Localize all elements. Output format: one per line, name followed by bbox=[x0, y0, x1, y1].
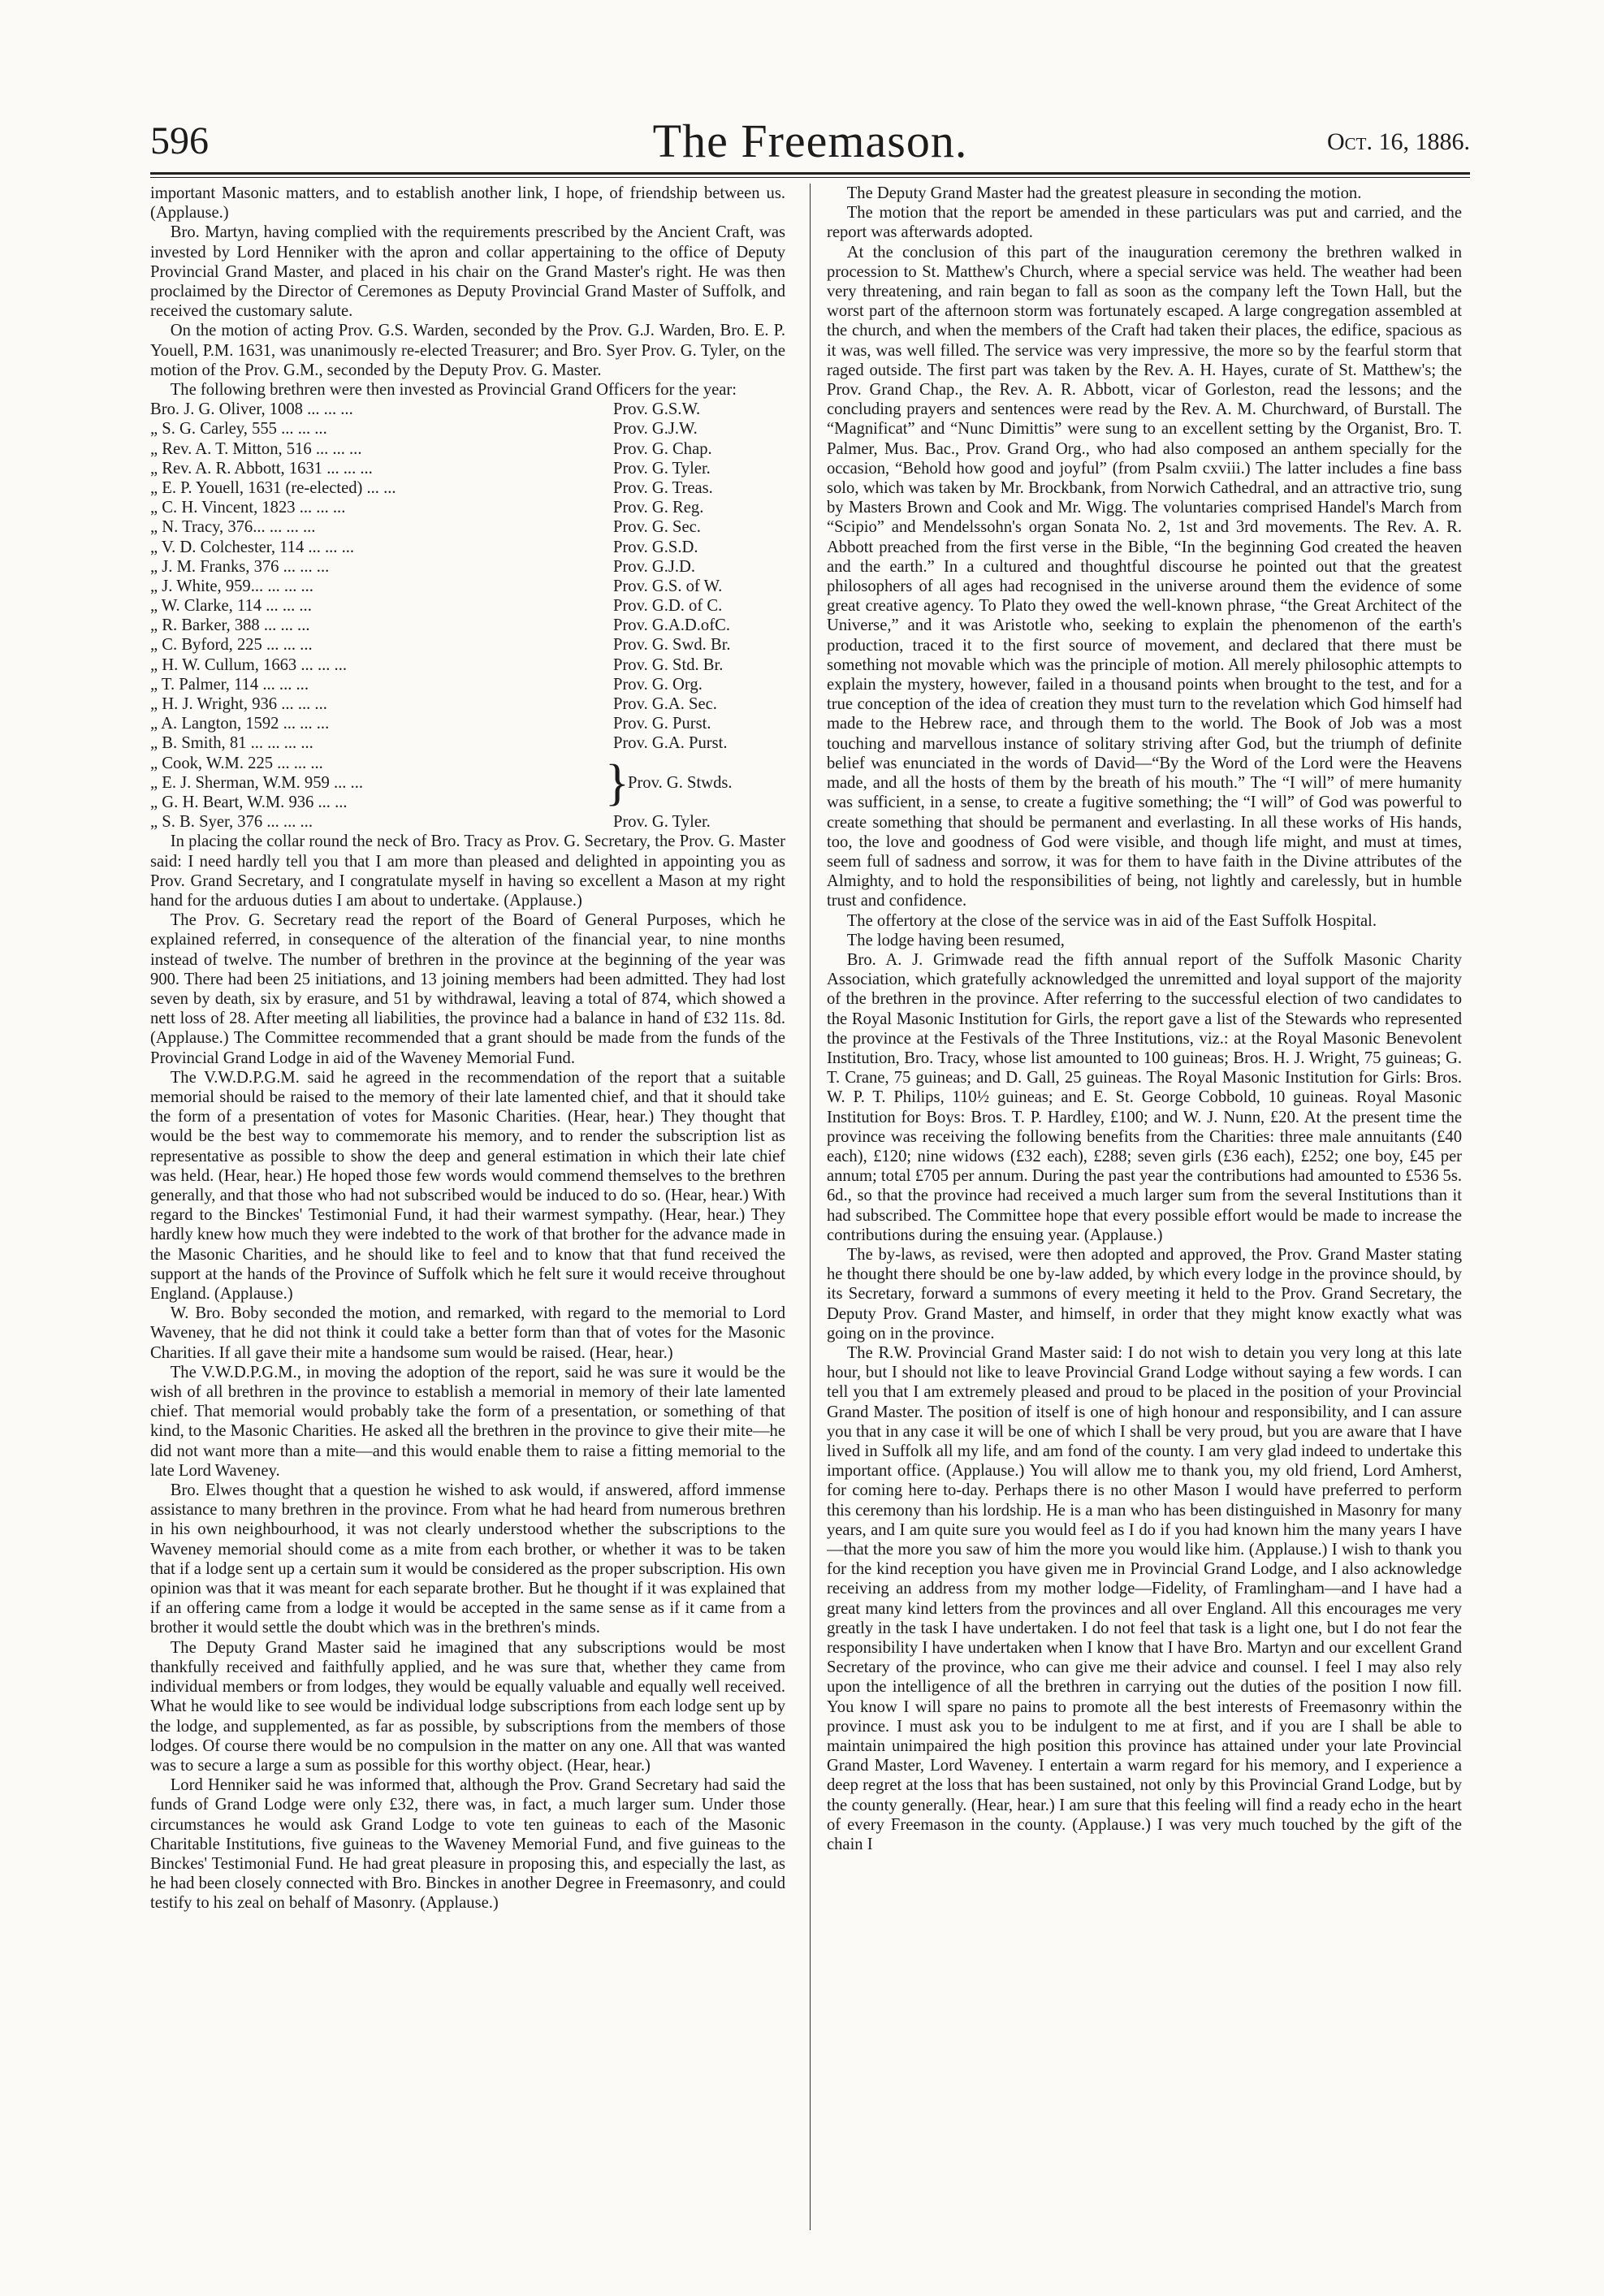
officer-office: Prov. G.D. of C. bbox=[613, 597, 723, 616]
officer-name: „ H. J. Wright, 936 ... ... ... bbox=[150, 695, 327, 714]
left-paragraph: The V.W.D.P.G.M. said he agreed in the recommendation of the report that a suitable memorial should be raised to the memory of their late lamented chief, and that it should take the form of a presentation of votes for Masonic Charities. (Hear, hear.) They thought that would be the best way to commemorate his memory, and to render the subscription list as representative as possible to show the deep and general estimation in which their late chief was held. (Hear, hear.) He hoped those few words would commend themselves to the brethren generally, and that those who had not subscribed would be induced to do so. (Hear, hear.) With regard to the Binckes' Testimonial Fund, it had their warmest sympathy. (Hear, hear.) They hardly knew how much they were indebted to the work of that brother for the advance made in the Masonic Charities, and he should like to feel and to know that that fund received the support at the hands of the Province of Suffolk which he felt sure it would receive throughout England. (Applause.) bbox=[150, 1068, 785, 1304]
left-paragraph: In placing the collar round the neck of Bro. Tracy as Prov. G. Secretary, the Prov. G. Master said: I need hardly tell you that I am more than pleased and delighted in appointing you as Prov. Grand Secretary, and I congratulate myself in having so excellent a Mason at my right hand for the arduous duties I am about to undertake. (Applause.) bbox=[150, 832, 785, 910]
left-paragraph: Bro. Martyn, having complied with the requirements prescribed by the Ancient Craft, was invested by Lord Henniker with the apron and collar appertaining to the office of Deputy Provincial Grand Master, and placed in his chair on the Grand Master's right. He was then proclaimed by the Director of Ceremones as Deputy Provincial Grand Master of Suffolk, and received the customary salute. bbox=[150, 223, 785, 321]
officer-row bbox=[150, 655, 785, 675]
officer-row bbox=[150, 675, 785, 694]
officer-office: Prov. G.S.D. bbox=[613, 538, 698, 556]
officer-office: Prov. G. Reg. bbox=[613, 499, 704, 517]
header-rule-thick bbox=[150, 172, 1470, 175]
officer-row bbox=[150, 577, 785, 596]
officer-office: Prov. G.S. of W. bbox=[613, 577, 723, 595]
steward-row bbox=[150, 793, 605, 812]
officer-office: Prov. G. Tyler. bbox=[613, 459, 711, 478]
officer-office: Prov. G. Treas. bbox=[613, 478, 713, 497]
officer-office: Prov. G. Chap. bbox=[613, 439, 712, 458]
officer-name: Bro. J. G. Oliver, 1008 ... ... ... bbox=[150, 400, 353, 419]
officer-office: Prov. G. Std. Br. bbox=[613, 655, 724, 674]
right-paragraph: The lodge having been resumed, bbox=[846, 931, 1065, 949]
left-paragraph: Lord Henniker said he was informed that, although the Prov. Grand Secretary had said the funds of Grand Lodge were only £32, there was, in fact, a much larger sum. Under those circumstances he would ask Grand Lodge to vote ten guineas to each of the Masonic Charitable Institutions, five guineas to the Waveney Memorial Fund, and five guineas to the Binckes' Testimonial Fund. He had great pleasure in proposing this, and especially the last, as he had been closely connected with Bro. Binckes in another Degree in Freemasonry, and could testify to his zeal on behalf of Masonry. (Applause.) bbox=[150, 1776, 785, 1913]
officer-office: Prov. G. Tyler. bbox=[613, 813, 711, 832]
officer-row bbox=[150, 498, 785, 517]
officer-office: Prov. G. Sec. bbox=[613, 518, 701, 537]
officer-office: Prov. G.S.W. bbox=[613, 400, 701, 419]
officer-office: Prov. G.J.W. bbox=[613, 420, 698, 439]
officer-name: „ Rev. A. R. Abbott, 1631 ... ... ... bbox=[150, 459, 373, 478]
officer-name: „ N. Tracy, 376... ... ... ... bbox=[150, 518, 316, 537]
officer-office: Prov. G. Org. bbox=[613, 675, 703, 694]
officer-name: „ Rev. A. T. Mitton, 516 ... ... ... bbox=[150, 439, 362, 458]
officer-name: „ J. M. Franks, 376 ... ... ... bbox=[150, 557, 330, 576]
right-column bbox=[827, 184, 1462, 2230]
officer-name: „ T. Palmer, 114 ... ... ... bbox=[150, 675, 309, 694]
left-paragraph: Bro. Elwes thought that a question he wished to ask would, if answered, afford immense assistance to many brethren in the province. From what he had heard from numerous brethren in his own neighbourhood, it was not clearly understood whether the subscriptions to the Waveney memorial should come as a mite from each brother, or whether it was to be taken that if a lodge sent up a certain sum it would be considered as the proper subscription. His own opinion was that it was meant for each separate brother. But he thought if it was explained that if an offering came from a lodge it would be accepted in the same sense as if it came from a brother it would settle the doubt which was in the brethren's minds. bbox=[150, 1481, 785, 1637]
right-paragraph: The by-laws, as revised, were then adopted and approved, the Prov. Grand Master stating he thought there should be one by-law added, by which every lodge in the province should, by its Secretary, forward a summons of every meeting it held to the Prov. Grand Secretary, the Deputy Prov. Grand Master, and himself, in order that they might know exactly what was going on in the province. bbox=[827, 1245, 1462, 1343]
officer-row bbox=[150, 733, 785, 753]
left-paragraph: The Deputy Grand Master said he imagined that any subscriptions would be most thankfully received and faithfully applied, and he was sure that, whether they came from individual members or from lodges, they would be equally valuable and equally well received. What he would like to see would be individual lodge subscriptions from each lodge sent up by the lodge, and supplemented, as far as possible, by subscriptions from the members of those lodges. Of course there would be no compulsion in the matter on any one. All that was wanted was to secure a large a sum as possible for this worthy object. (Hear, hear.) bbox=[150, 1638, 785, 1775]
issue-date: Oct. 16, 1886. bbox=[1327, 128, 1470, 155]
right-paragraph: Bro. A. J. Grimwade read the fifth annual report of the Suffolk Masonic Charity Association, which gratefully acknowledged the unremitted and loyal support of the majority of the brethren in the province. After referring to the successful election of two candidates to the Royal Masonic Institution for Girls, the report gave a list of the Stewards who represented the province at the Festivals of the Three Institutions, viz.: at the Royal Masonic Benevolent Institution, Bro. Tracy, whose list amounted to 100 guineas; Bros. H. J. Wright, 75 guineas; G. T. Crane, 75 guineas; and D. Gall, 25 guineas. The Royal Masonic Institution for Girls: Bros. W. P. T. Philips, 110½ guineas; and E. St. George Cobbold, 10 guineas. Royal Masonic Institution for Boys: Bros. T. P. Hardley, £100; and W. J. Nunn, £20. At the present time the province was receiving the following benefits from the Charities: three male annuitants (£40 each), £120; nine widows (£32 each), £288; seven girls (£36 each), £252; one boy, £45 per annum; total £705 per annum. During the past year the contributions had amounted to £536 5s. 6d., so that the province had received a much larger sum from the several Institutions than it had subscribed. The Committee hope that every possible effort would be made to increase the contributions during the ensuing year. (Applause.) bbox=[827, 950, 1462, 1244]
steward-name: „ Cook, W.M. 225 ... ... ... bbox=[150, 754, 323, 772]
masthead bbox=[150, 114, 1470, 171]
officer-name: „ C. H. Vincent, 1823 ... ... ... bbox=[150, 499, 346, 517]
steward-name: „ G. H. Beart, W.M. 936 ... ... bbox=[150, 793, 348, 811]
left-paragraph: W. Bro. Boby seconded the motion, and remarked, with regard to the memorial to Lord Waveney, that he did not think it could take a better form than that of votes for the Masonic Charities. If all gave their mite a handsome sum would be raised. (Hear, hear.) bbox=[150, 1304, 785, 1362]
officer-name: „ R. Barker, 388 ... ... ... bbox=[150, 616, 310, 635]
stewards-names bbox=[150, 754, 605, 813]
left-paragraph: The following brethren were then invested as Provincial Grand Officers for the year: bbox=[170, 381, 737, 400]
officer-row bbox=[150, 439, 785, 459]
left-paragraph: The Prov. G. Secretary read the report of the Board of General Purposes, which he explained referred, in consequence of the alteration of the financial year, to nine months instead of twelve. The number of brethren in the province at the beginning of the year was 900. There had been 25 initiations, and 13 joining members had been admitted. They had lost seven by death, six by erasure, and 51 by withdrawal, leaving a total of 874, which showed a nett loss of 28. After meeting all liabilities, the province had a balance in hand of £32 11s. 8d. (Applause.) The Committee recommended that a grant should be made from the funds of the Provincial Grand Lodge in aid of the Waveney Memorial Fund. bbox=[150, 911, 785, 1067]
officer-name: „ J. White, 959... ... ... ... bbox=[150, 577, 313, 595]
right-paragraph: The R.W. Provincial Grand Master said: I do not wish to detain you very long at this late hour, but I should not like to leave Provincial Grand Lodge without saying a few words. I can tell you that I am extremely pleased and proud to be placed in the position of your Provincial Grand Master. The position of itself is one of high honour and responsibility, and I can assure you that in any case it will be one of which I shall be very proud, but you are aware that I have lived in Suffolk all my life, and am fond of the county. I am very glad indeed to undertake this important office. (Applause.) You will allow me to thank you, my old friend, Lord Amherst, for coming here to-day. Perhaps there is no other Mason I would have preferred to perform this ceremony than his lordship. He is a man who has been distinguished in Masonry for many years, and I am quite sure you would feel as I do if you had known him the many years I have—that the more you saw of him the more you would like him. (Applause.) I wish to thank you for the kind reception you have given me in Provincial Grand Lodge, and I also acknowledge receiving an address from my mother lodge—Fidelity, of Framlingham—and I have had a great many kind letters from the provinces and all over England. All this encourages me very greatly in the task I have undertaken. I do not feel that task is a light one, but I do not fear the responsibility I have undertaken when I know that I have Bro. Martyn and our excellent Grand Secretary of the province, who can give me their advice and counsel. I feel I may also rely upon the intelligence of all the brethren in carrying out the duties of the position I now fill. You know I will spare no pains to promote all the best interests of Freemasonry within the province. I must ask you to be indulgent to me at first, and if you are I shall be able to maintain unimpaired the high position this province has attained under your late Provincial Grand Master, Lord Waveney. I entertain a warm regard for his memory, and I experience a deep regret at the loss that has been sustained, not only by this Provincial Grand Lodge, but by the county generally. (Hear, hear.) I am sure that this feeling will find a ready echo in the heart of every Freemason in the county. (Applause.) I was very much touched by the gift of the chain I bbox=[827, 1343, 1462, 1854]
header-rule-thin bbox=[150, 177, 1470, 178]
officer-row bbox=[150, 517, 785, 537]
officer-office: Prov. G.A. Purst. bbox=[613, 734, 728, 753]
officer-row bbox=[150, 419, 785, 439]
officer-row bbox=[150, 714, 785, 733]
left-paragraph: important Masonic matters, and to establish another link, I hope, of friendship between us. (Applause.) bbox=[150, 184, 785, 223]
curly-brace-icon: } bbox=[605, 755, 629, 811]
officer-office: Prov. G. Purst. bbox=[613, 715, 711, 733]
officer-office: Prov. G. Swd. Br. bbox=[613, 636, 731, 655]
page-number: 596 bbox=[150, 119, 209, 162]
officer-name: „ W. Clarke, 114 ... ... ... bbox=[150, 597, 312, 616]
officer-name: „ E. P. Youell, 1631 (re-elected) ... ... bbox=[150, 478, 396, 497]
steward-row bbox=[150, 773, 605, 793]
officer-row bbox=[150, 459, 785, 478]
steward-name: „ E. J. Sherman, W.M. 959 ... ... bbox=[150, 773, 363, 792]
officer-row bbox=[150, 812, 785, 832]
right-paragraph: The Deputy Grand Master had the greatest pleasure in seconding the motion. bbox=[846, 184, 1362, 202]
officer-name: „ B. Smith, 81 ... ... ... ... bbox=[150, 734, 313, 753]
officer-name: „ C. Byford, 225 ... ... ... bbox=[150, 636, 313, 655]
officer-name: „ A. Langton, 1592 ... ... ... bbox=[150, 715, 330, 733]
officer-office: Prov. G.A. Sec. bbox=[613, 695, 717, 714]
officer-name: „ V. D. Colchester, 114 ... ... ... bbox=[150, 538, 355, 556]
left-paragraph: On the motion of acting Prov. G.S. Warden, seconded by the Prov. G.J. Warden, Bro. E. P. Youell, P.M. 1631, was unanimously re-elected Treasurer; and Bro. Syer Prov. G. Tyler, on the motion of the Prov. G.M., seconded by the Deputy Prov. G. Master. bbox=[150, 322, 785, 379]
officer-row bbox=[150, 635, 785, 655]
officer-row bbox=[150, 538, 785, 557]
officers-list bbox=[150, 400, 785, 832]
officer-row bbox=[150, 596, 785, 616]
officer-office: Prov. G.A.D.ofC. bbox=[613, 616, 730, 635]
officer-name: „ S. G. Carley, 555 ... ... ... bbox=[150, 420, 327, 439]
officer-row bbox=[150, 616, 785, 635]
right-paragraph: At the conclusion of this part of the inauguration ceremony the brethren walked in procession to St. Matthew's Church, where a special service was held. The weather had been very threatening, and rain began to fall as soon as the company left the Town Hall, but the worst part of the afternoon storm was fortunately escaped. A large congregation assembled at the church, and when the members of the Craft had taken their places, the edifice, spacious as it was, was well filled. The service was very impressive, the more so by the fearful storm that raged outside. The first part was taken by the Rev. A. H. Hayes, curate of St. Matthew's; the Prov. Grand Chap., the Rev. A. R. Abbott, vicar of Gorleston, read the lessons; and the concluding prayers and sentences were read by the Rev. A. M. Churchward, of Burstall. The “Magnificat” and “Nunc Dimittis” were sung to an excellent setting by the Organist, Bro. T. Palmer, Mus. Bac., Prov. Grand Org., who had also composed an anthem specially for the occasion, “Behold how good and joyful” (from Psalm cxviii.) The latter includes a fine bass solo, which was taken by Mr. Brockbank, from Norwich Cathedral, and an attractive trio, sung by Masters Brown and Cook and Mr. Wigg. The voluntaries comprised Handel's March from “Scipio” and Mendelssohn's organ Sonata No. 2, 1st and 3rd movements. The Rev. A. R. Abbott preached from the first verse in the Bible, “In the beginning God created the heaven and the earth.” In a cultured and thoughtful discourse he pointed out that the greatest philosophers of all ages had recognised in the universe around them the evidence of some great creative agency. To Plato they owed the well-known phrase, “the Great Architect of the Universe,” and it was Aristotle who, seeking to explain the phenomenon of the earth's production, traced it to the first source of movement, and declared that there must be something not movable which was the principle of motion. All merely philosophic attempts to explain the mystery, however, failed in a thousand points when brought to the test, and for a true conception of the idea of creation they must turn to the revelation which God himself had made to the Hebrew race, and through them to the world. The Book of Job was a most touching and marvellous instance of solitary striving after God, but the triumph of definite belief was enunciated in the words of David—“By the Word of the Lord were the Heavens made, and all the hosts of them by the breath of his mouth.” The “I will” of mere humanity was sufficient, in a sense, to create a fugitive something; the “I will” of God was powerful to create something that should be permanent and everlasting. In all these works of His hands, too, the love and goodness of God were visible, and though life might, and must at times, seem full of sadness and sorrow, it was for them to have faith in the Divine attributes of the Almighty, and to hold the responsibilities of being, not lightly and carelessly, but in humble trust and confidence. bbox=[827, 243, 1462, 910]
officer-office: Prov. G.J.D. bbox=[613, 557, 696, 576]
right-paragraph: The offertory at the close of the service was in aid of the East Suffolk Hospital. bbox=[846, 911, 1377, 930]
officer-row bbox=[150, 557, 785, 577]
left-paragraph: The V.W.D.P.G.M., in moving the adoption of the report, said he was sure it would be the wish of all brethren in the province to establish a memorial in memory of their late lamented chief. That memorial would probably take the form of a presentation, or something of that kind, to the Masonic Charities. He asked all the brethren in the province to give their mite—he did not want more than a mite—and this would enable them to raise a fitting memorial to the late Lord Waveney. bbox=[150, 1363, 785, 1480]
publication-title: The Freemason. bbox=[652, 115, 968, 167]
officer-row bbox=[150, 400, 785, 419]
officer-row bbox=[150, 478, 785, 498]
stewards-group bbox=[150, 754, 785, 813]
officer-name: „ S. B. Syer, 376 ... ... ... bbox=[150, 813, 313, 832]
stewards-office: Prov. G. Stwds. bbox=[628, 773, 733, 792]
officer-row bbox=[150, 694, 785, 714]
column-divider bbox=[810, 184, 811, 2230]
left-column bbox=[150, 184, 785, 2230]
officer-name: „ H. W. Cullum, 1663 ... ... ... bbox=[150, 655, 347, 674]
right-paragraph: The motion that the report be amended in these particulars was put and carried, and the report was afterwards adopted. bbox=[827, 204, 1462, 242]
steward-row bbox=[150, 754, 605, 773]
